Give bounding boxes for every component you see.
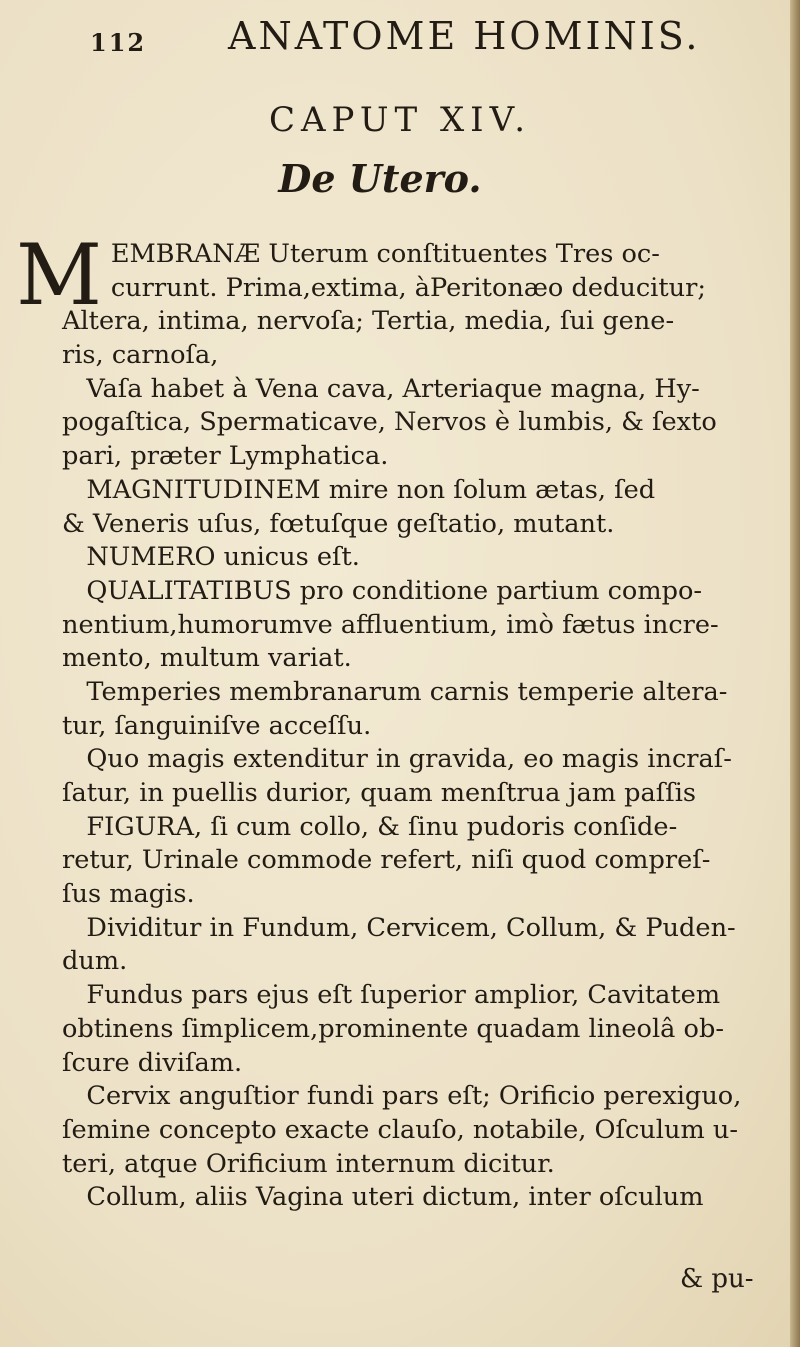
text-line: retur, Urinale commode refert, niſi quod compreſ- xyxy=(62,845,711,876)
text-line: QUALITATIBUS pro conditione partium compo- xyxy=(62,575,703,606)
text-line: pogaſtica, Spermaticave, Nervos è lumbis, & ſexto xyxy=(62,407,717,438)
page-edge xyxy=(790,0,800,1347)
text-line: ſus magis. xyxy=(62,879,195,910)
chapter-heading: CAPUT XIV. xyxy=(268,100,532,140)
text-line: ſemine concepto exacte clauſo, notabile, Oſculum u- xyxy=(62,1114,738,1145)
body-text xyxy=(62,238,774,1215)
text-line: Temperies membranarum carnis temperie altera- xyxy=(62,676,728,707)
text-line: Fundus pars ejus eſt ſuperior amplior, Cavitatem xyxy=(62,980,721,1011)
text-line: Dividitur in Fundum, Cervicem, Collum, & Puden- xyxy=(62,912,736,943)
text-line: Cervix anguſtior fundi pars eſt; Orificio perexiguo, xyxy=(62,1081,742,1112)
text-line: FIGURA, ſi cum collo, & ſinu pudoris conſide- xyxy=(62,811,678,842)
text-line: ſcure diviſam. xyxy=(62,1047,243,1078)
text-line: Altera, intima, nervoſa; Tertia, media, ſui gene- xyxy=(62,306,675,337)
text-line: currunt. Prima,extima, àPeritonæo deducitur; xyxy=(62,272,706,303)
text-line: EMBRANÆ Uterum conſtituentes Tres oc- xyxy=(62,239,660,269)
text-line: Quo magis extenditur in gravida, eo magis incraſ- xyxy=(62,744,732,775)
text-line: teri, atque Orificium internum dicitur. xyxy=(62,1148,555,1179)
text-line: obtinens ſimplicem,prominente quadam lineolâ ob- xyxy=(62,1013,724,1044)
text-line: Collum, aliis Vagina uteri dictum, inter oſculum xyxy=(62,1182,704,1213)
text-line: tur, ſanguiniſve acceſſu. xyxy=(62,710,372,741)
text-line: ſatur, in puellis durior, quam menſtrua jam paſſis xyxy=(62,778,697,808)
text-line: & Veneris uſus, fœtuſque geſtatio, mutant. xyxy=(62,508,615,539)
text-line: ris, carnoſa, xyxy=(62,340,219,371)
chapter-subtitle: De Utero. xyxy=(278,156,482,201)
text-line: dum. xyxy=(62,946,128,977)
text-line: NUMERO unicus eſt. xyxy=(62,542,360,573)
running-title: ANATOME HOMINIS. xyxy=(228,14,701,58)
text-line: mento, multum variat. xyxy=(62,643,352,674)
running-header xyxy=(90,14,710,64)
drop-capital: M xyxy=(16,226,103,324)
text-line: nentium,humorumve affluentium, imò fætus incre- xyxy=(62,609,719,640)
page-number: 112 xyxy=(90,28,147,57)
text-line: MAGNITUDINEM mire non ſolum ætas, ſed xyxy=(62,474,656,505)
text-line: Vaſa habet à Vena cava, Arteriaque magna, Hy- xyxy=(62,373,700,404)
catchword: & pu- xyxy=(680,1264,754,1294)
text-line: pari, præter Lymphatica. xyxy=(62,441,389,472)
